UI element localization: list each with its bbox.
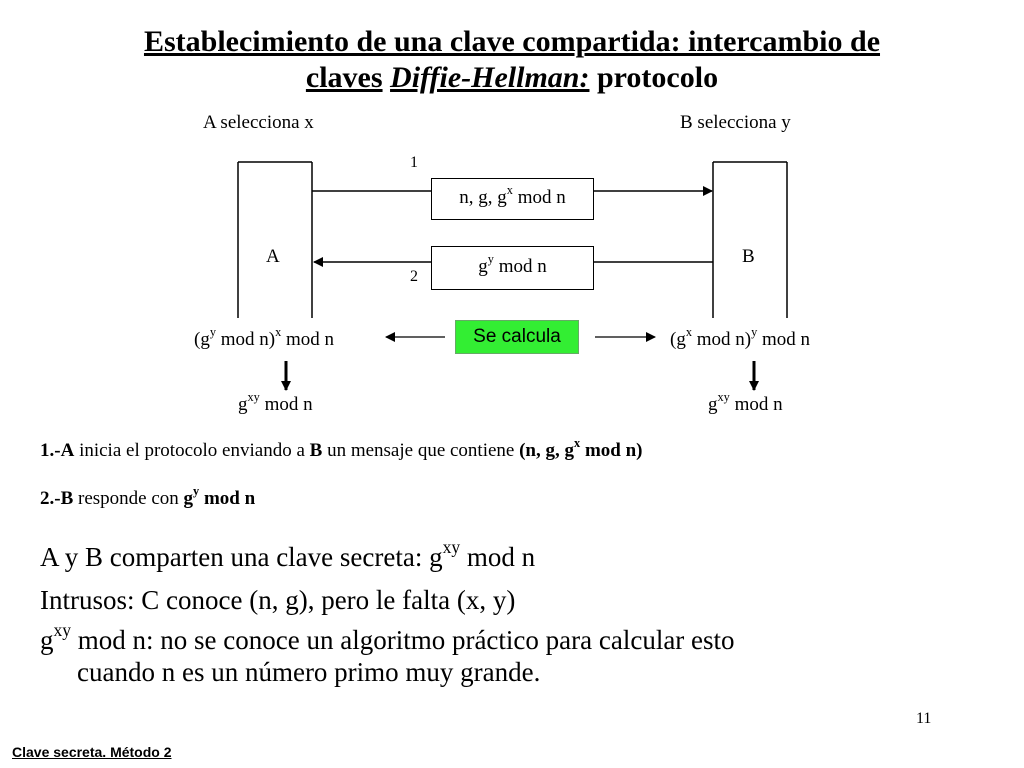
footer-link[interactable]: Clave secreta. Método 2 — [12, 744, 172, 760]
calc-b-expression: ($g^x$ mod n)$^y$ mod n — [670, 324, 811, 350]
body-line-intruders: Intrusos: C conoce (n, g), pero le falta (x, y) — [40, 585, 516, 615]
body-line-prime: cuando n es un número primo muy grande. — [77, 657, 541, 687]
message1-box — [431, 178, 594, 220]
body-line-hardness: $g^{xy}$ mod n: no se conoce un algoritmo práctico para calcular esto — [40, 620, 735, 655]
message2-box — [431, 246, 594, 290]
page-number: 11 — [916, 710, 932, 727]
result-a: $g^{xy}$ mod n — [238, 389, 313, 415]
body-line-shared-key: A y B comparten una clave secreta: $g^{xy}$ mod n — [40, 537, 536, 572]
msg1-exp: x — [506, 182, 513, 197]
msg2-tail: mod n — [493, 256, 547, 277]
title-line2-italic: Diffie-Hellman: — [390, 61, 590, 94]
party-b-label: B — [742, 246, 755, 267]
calc-a-expression: ($g^y$ mod n)$^x$ mod n — [194, 324, 335, 350]
se-calcula-box: Se calcula — [455, 320, 579, 354]
result-b: $g^{xy}$ mod n — [708, 389, 783, 415]
msg1-base: n, g, g — [459, 187, 507, 208]
step2-description: 2.-B responde con $g^y$ mod n — [40, 483, 256, 509]
msg1-tail: mod n — [512, 187, 566, 208]
b-selects-label: B selecciona y — [680, 112, 791, 133]
title-line2-part2: protocolo — [596, 61, 719, 94]
title-line2-part1: claves — [305, 61, 383, 94]
step2-number: 2 — [410, 268, 418, 285]
party-a-label: A — [266, 246, 280, 267]
step1-number: 1 — [410, 154, 418, 171]
title-line1: Establecimiento de una clave compartida: intercambio de — [143, 25, 881, 58]
a-selects-label: A selecciona x — [203, 112, 314, 133]
step1-description: 1.-A inicia el protocolo enviando a B un mensaje que contiene (n, g, $g^x$ mod n) — [40, 435, 643, 461]
msg2-exp: y — [487, 251, 494, 266]
msg2-base: g — [478, 256, 488, 277]
